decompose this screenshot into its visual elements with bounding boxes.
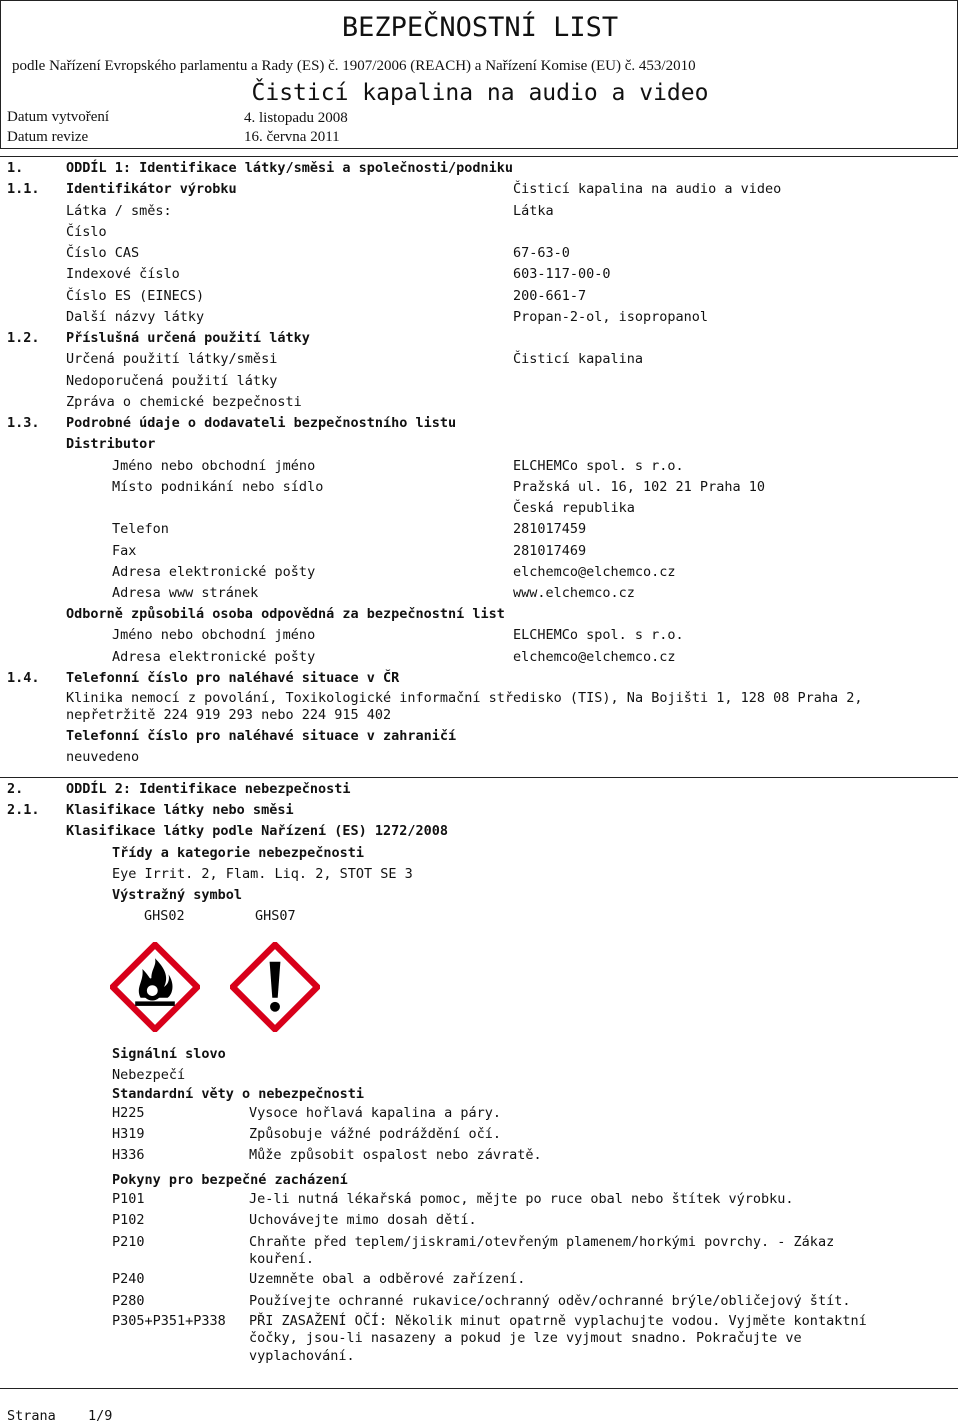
resp-email[interactable]: elchemco@elchemco.cz bbox=[513, 649, 676, 665]
use-value: Čisticí kapalina bbox=[513, 351, 644, 367]
section11-title: Identifikátor výrobku bbox=[66, 181, 237, 197]
h-code: H336 bbox=[112, 1147, 145, 1163]
row-label: Číslo bbox=[66, 224, 107, 240]
row-label: Látka / směs: bbox=[66, 203, 172, 219]
clp-heading: Klasifikace látky podle Nařízení (ES) 1272/2008 bbox=[66, 823, 449, 839]
row-value: 200-661-7 bbox=[513, 288, 587, 304]
revision-label: Datum revize bbox=[7, 129, 89, 145]
section2-number: 2. bbox=[7, 781, 24, 797]
abroad-heading: Telefonní číslo pro naléhavé situace v zahraničí bbox=[66, 728, 457, 744]
p-text-cont: čočky, jsou-li nasazeny a pokud je lze vyjmout snadno. Pokračujte ve bbox=[249, 1330, 802, 1346]
classes-heading: Třídy a kategorie nebezpečnosti bbox=[112, 845, 364, 861]
p-text: PŘI ZASAŽENÍ OČÍ: Několik minut opatrně vyplachujte vodou. Vyjměte kontaktní bbox=[249, 1313, 867, 1329]
resp-label: Adresa elektronické pošty bbox=[112, 649, 316, 665]
row-value: 603-117-00-0 bbox=[513, 266, 611, 282]
p-text: Uzemněte obal a odběrové zařízení. bbox=[249, 1271, 526, 1287]
section14-number: 1.4. bbox=[7, 670, 40, 686]
resp-label: Jméno nebo obchodní jméno bbox=[112, 627, 316, 643]
page-label: Strana bbox=[7, 1408, 56, 1424]
exclamation-pictogram-icon bbox=[230, 942, 320, 1032]
created-label: Datum vytvoření bbox=[7, 109, 110, 125]
classes-value: Eye Irrit. 2, Flam. Liq. 2, STOT SE 3 bbox=[112, 866, 413, 882]
section1-title: ODDÍL 1: Identifikace látky/směsi a společnosti/podniku bbox=[66, 160, 514, 176]
row-label: Indexové číslo bbox=[66, 266, 180, 282]
row-value: Propan-2-ol, isopropanol bbox=[513, 309, 709, 325]
p-text: Uchovávejte mimo dosah dětí. bbox=[249, 1212, 477, 1228]
dist-label: Telefon bbox=[112, 521, 169, 537]
symbol-heading: Výstražný symbol bbox=[112, 887, 243, 903]
p-text: Používejte ochranné rukavice/ochranný oděv/ochranné brýle/obličejový štít. bbox=[249, 1293, 851, 1309]
flame-pictogram-icon bbox=[110, 942, 200, 1032]
abroad-value: neuvedeno bbox=[66, 749, 140, 765]
dist-label: Fax bbox=[112, 543, 137, 559]
h-code: H319 bbox=[112, 1126, 145, 1142]
ghs02-label: GHS02 bbox=[144, 908, 185, 924]
p-code: P240 bbox=[112, 1271, 145, 1287]
p-text: Chraňte před teplem/jiskrami/otevřeným plamenem/horkými povrchy. - Zákaz bbox=[249, 1234, 835, 1250]
product-name: Čisticí kapalina na audio a video bbox=[251, 80, 709, 106]
dist-value: 281017469 bbox=[513, 543, 587, 559]
use-label: Určená použití látky/směsi bbox=[66, 351, 278, 367]
p-heading: Pokyny pro bezpečné zacházení bbox=[112, 1172, 348, 1188]
section21-number: 2.1. bbox=[7, 802, 40, 818]
section11-number: 1.1. bbox=[7, 181, 40, 197]
section21-title: Klasifikace látky nebo směsi bbox=[66, 802, 294, 818]
created-value: 4. listopadu 2008 bbox=[244, 110, 348, 126]
p-code: P305+P351+P338 bbox=[112, 1313, 226, 1329]
revision-value: 16. června 2011 bbox=[244, 129, 340, 145]
section13-number: 1.3. bbox=[7, 415, 40, 431]
section13-title: Podrobné údaje o dodavateli bezpečnostního listu bbox=[66, 415, 457, 431]
dist-email[interactable]: elchemco@elchemco.cz bbox=[513, 564, 676, 580]
distributor-heading: Distributor bbox=[66, 436, 156, 452]
dist-value: 281017459 bbox=[513, 521, 587, 537]
dist-label: Jméno nebo obchodní jméno bbox=[112, 458, 316, 474]
h-code: H225 bbox=[112, 1105, 145, 1121]
emergency-line-1: Klinika nemocí z povolání, Toxikologické informační středisko (TIS), Na Bojišti 1, 128 08 Praha 2, bbox=[66, 690, 863, 706]
p-text-cont: vyplachování. bbox=[249, 1348, 355, 1364]
dist-website[interactable]: www.elchemco.cz bbox=[513, 585, 635, 601]
product-identifier-value: Čisticí kapalina na audio a video bbox=[513, 181, 782, 197]
section14-title: Telefonní číslo pro naléhavé situace v ČR bbox=[66, 670, 400, 686]
p-code: P280 bbox=[112, 1293, 145, 1309]
h-text: Vysoce hořlavá kapalina a páry. bbox=[249, 1105, 501, 1121]
footer-rule bbox=[0, 1388, 958, 1389]
row-label: Číslo ES (EINECS) bbox=[66, 288, 205, 304]
dist-label: Místo podnikání nebo sídlo bbox=[112, 479, 324, 495]
safety-report-label: Zpráva o chemické bezpečnosti bbox=[66, 394, 302, 410]
h-text: Způsobuje vážné podráždění očí. bbox=[249, 1126, 501, 1142]
p-code: P101 bbox=[112, 1191, 145, 1207]
dist-value: Pražská ul. 16, 102 21 Praha 10 bbox=[513, 479, 765, 495]
document-title: BEZPEČNOSTNÍ LIST bbox=[341, 12, 619, 43]
regulation-text: podle Nařízení Evropského parlamentu a Rady (ES) č. 1907/2006 (REACH) a Nařízení Komise (EU) č. 453/2010 bbox=[12, 58, 696, 74]
ghs07-label: GHS07 bbox=[255, 908, 296, 924]
dist-value: Česká republika bbox=[513, 500, 635, 516]
nonrecommended-label: Nedoporučená použití látky bbox=[66, 373, 278, 389]
row-value: 67-63-0 bbox=[513, 245, 570, 261]
section2-title: ODDÍL 2: Identifikace nebezpečnosti bbox=[66, 781, 351, 797]
hstatements-heading: Standardní věty o nebezpečnosti bbox=[112, 1086, 364, 1102]
dist-value: ELCHEMCo spol. s r.o. bbox=[513, 458, 684, 474]
h-text: Může způsobit ospalost nebo závratě. bbox=[249, 1147, 542, 1163]
page-number: 1/9 bbox=[88, 1408, 113, 1424]
emergency-line-2: nepřetržitě 224 919 293 nebo 224 915 402 bbox=[66, 707, 392, 723]
dist-label: Adresa www stránek bbox=[112, 585, 259, 601]
dist-label: Adresa elektronické pošty bbox=[112, 564, 316, 580]
row-label: Číslo CAS bbox=[66, 245, 140, 261]
row-label: Další názvy látky bbox=[66, 309, 205, 325]
row-value: Látka bbox=[513, 203, 554, 219]
section1-rule bbox=[0, 156, 958, 157]
section12-number: 1.2. bbox=[7, 330, 40, 346]
p-text: Je-li nutná lékařská pomoc, mějte po ruce obal nebo štítek výrobku. bbox=[249, 1191, 794, 1207]
section12-title: Příslušná určená použití látky bbox=[66, 330, 310, 346]
signal-heading: Signální slovo bbox=[112, 1046, 226, 1062]
responsible-heading: Odborně způsobilá osoba odpovědná za bezpečnostní list bbox=[66, 606, 505, 622]
section1-number: 1. bbox=[7, 160, 24, 176]
p-code: P102 bbox=[112, 1212, 145, 1228]
section2-rule bbox=[0, 777, 958, 778]
signal-value: Nebezpečí bbox=[112, 1067, 186, 1083]
p-code: P210 bbox=[112, 1234, 145, 1250]
resp-value: ELCHEMCo spol. s r.o. bbox=[513, 627, 684, 643]
p-text-cont: kouření. bbox=[249, 1251, 315, 1267]
